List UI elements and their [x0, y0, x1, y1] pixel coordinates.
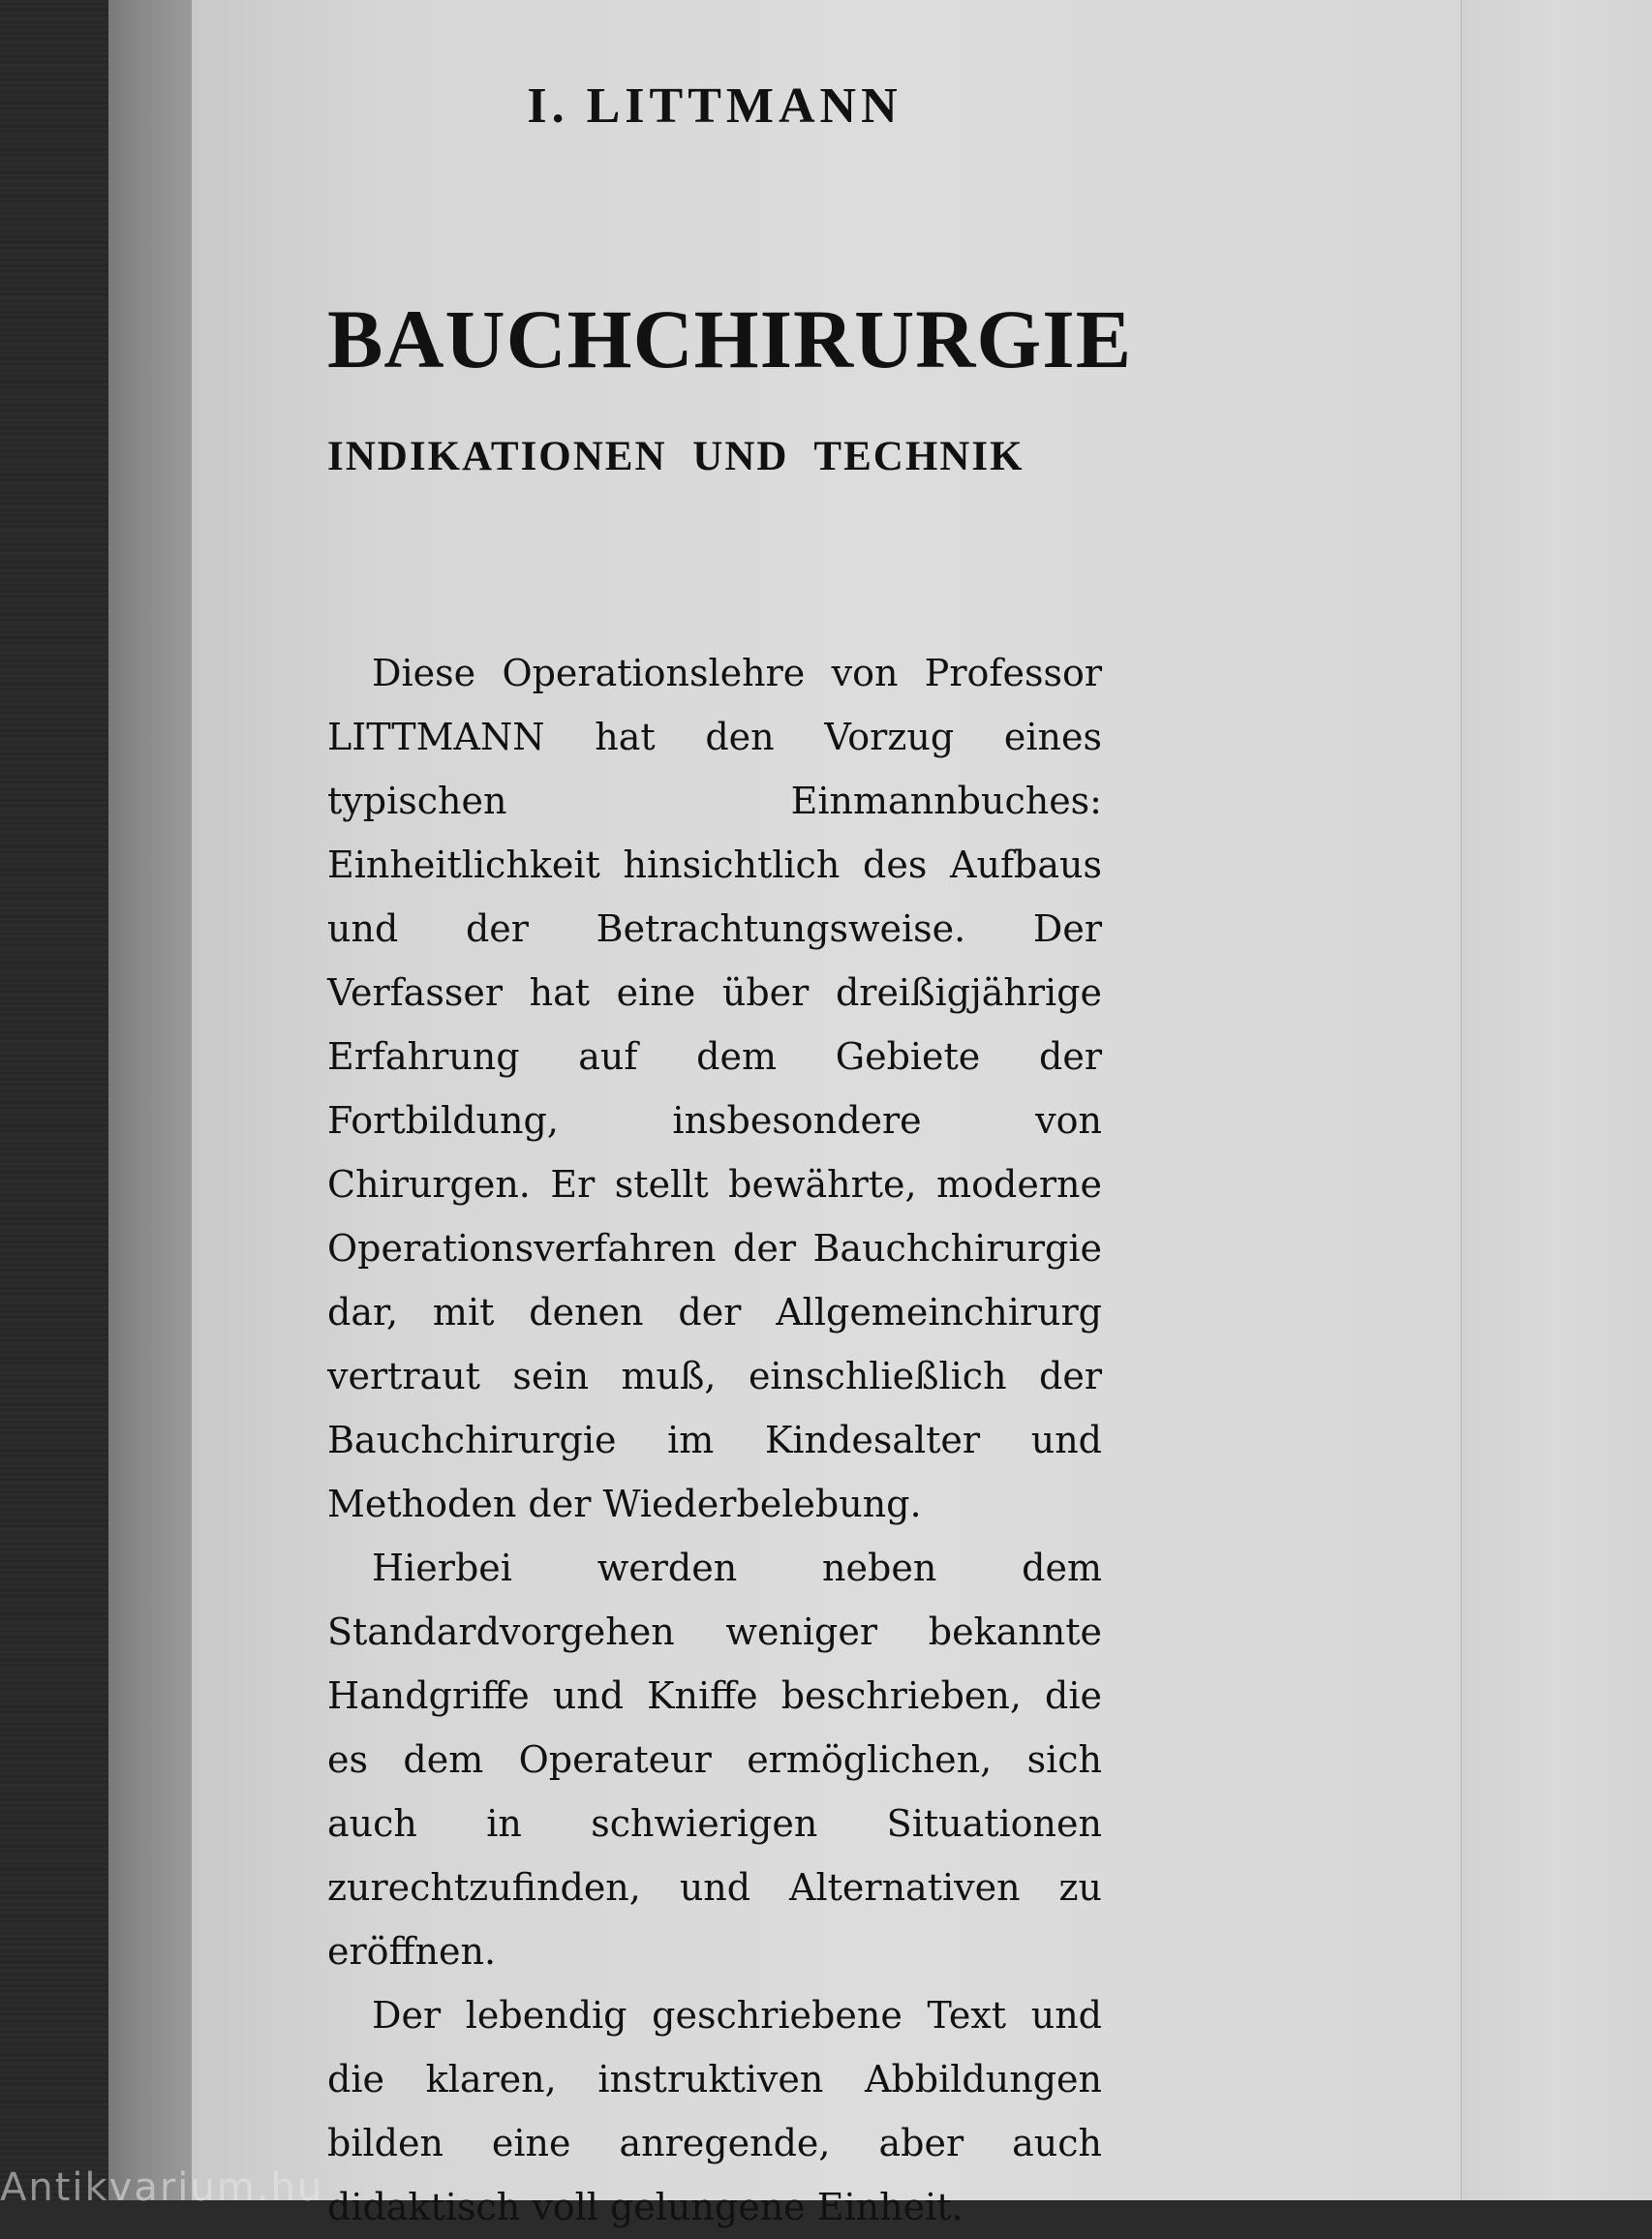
page-right-margin [1460, 0, 1652, 2200]
book-subtitle: INDIKATIONEN UND TECHNIK [327, 434, 1025, 479]
description-paragraph-2: Hierbei werden neben dem Standardvorgehen weniger bekannte Handgriffe und Kniffe beschrieben, die es dem Operateur ermöglichen, sich auch in schwierigen Situationen zurechtzufinden, und Alternativen zu eröffnen. [327, 1547, 1102, 1973]
book-title: BAUCHCHIRURGIE [327, 292, 1133, 385]
author-name: I. LITTMANN [527, 78, 902, 134]
description-paragraph-3: Der lebendig geschriebene Text und die klaren, instruktiven Abbildungen bilden eine anregende, aber auch didaktisch voll gelungene Einheit. [327, 1994, 1102, 2228]
watermark-text: Antikvarium.hu [0, 2165, 324, 2210]
page-content [327, 68, 1133, 2239]
book-spine [0, 0, 108, 2200]
description-paragraph-1: Diese Operationslehre von Professor LITTMANN hat den Vorzug eines typischen Einmannbuches: Einheitlichkeit hinsichtlich des Aufbaus und der Betrachtungsweise. Der Verfasser hat eine über dreißigjährige Erfahrung auf dem Gebiete der Fortbildung, insbesondere von Chirurgen. Er stellt bewährte, moderne Operationsverfahren der Bauchchirurgie dar, mit denen der Allgemeinchirurg vertraut sein muß, einschließlich der Bauchchirurgie im Kindesalter und Methoden der Wiederbelebung. [327, 652, 1102, 1525]
cover-edge [108, 0, 192, 2200]
